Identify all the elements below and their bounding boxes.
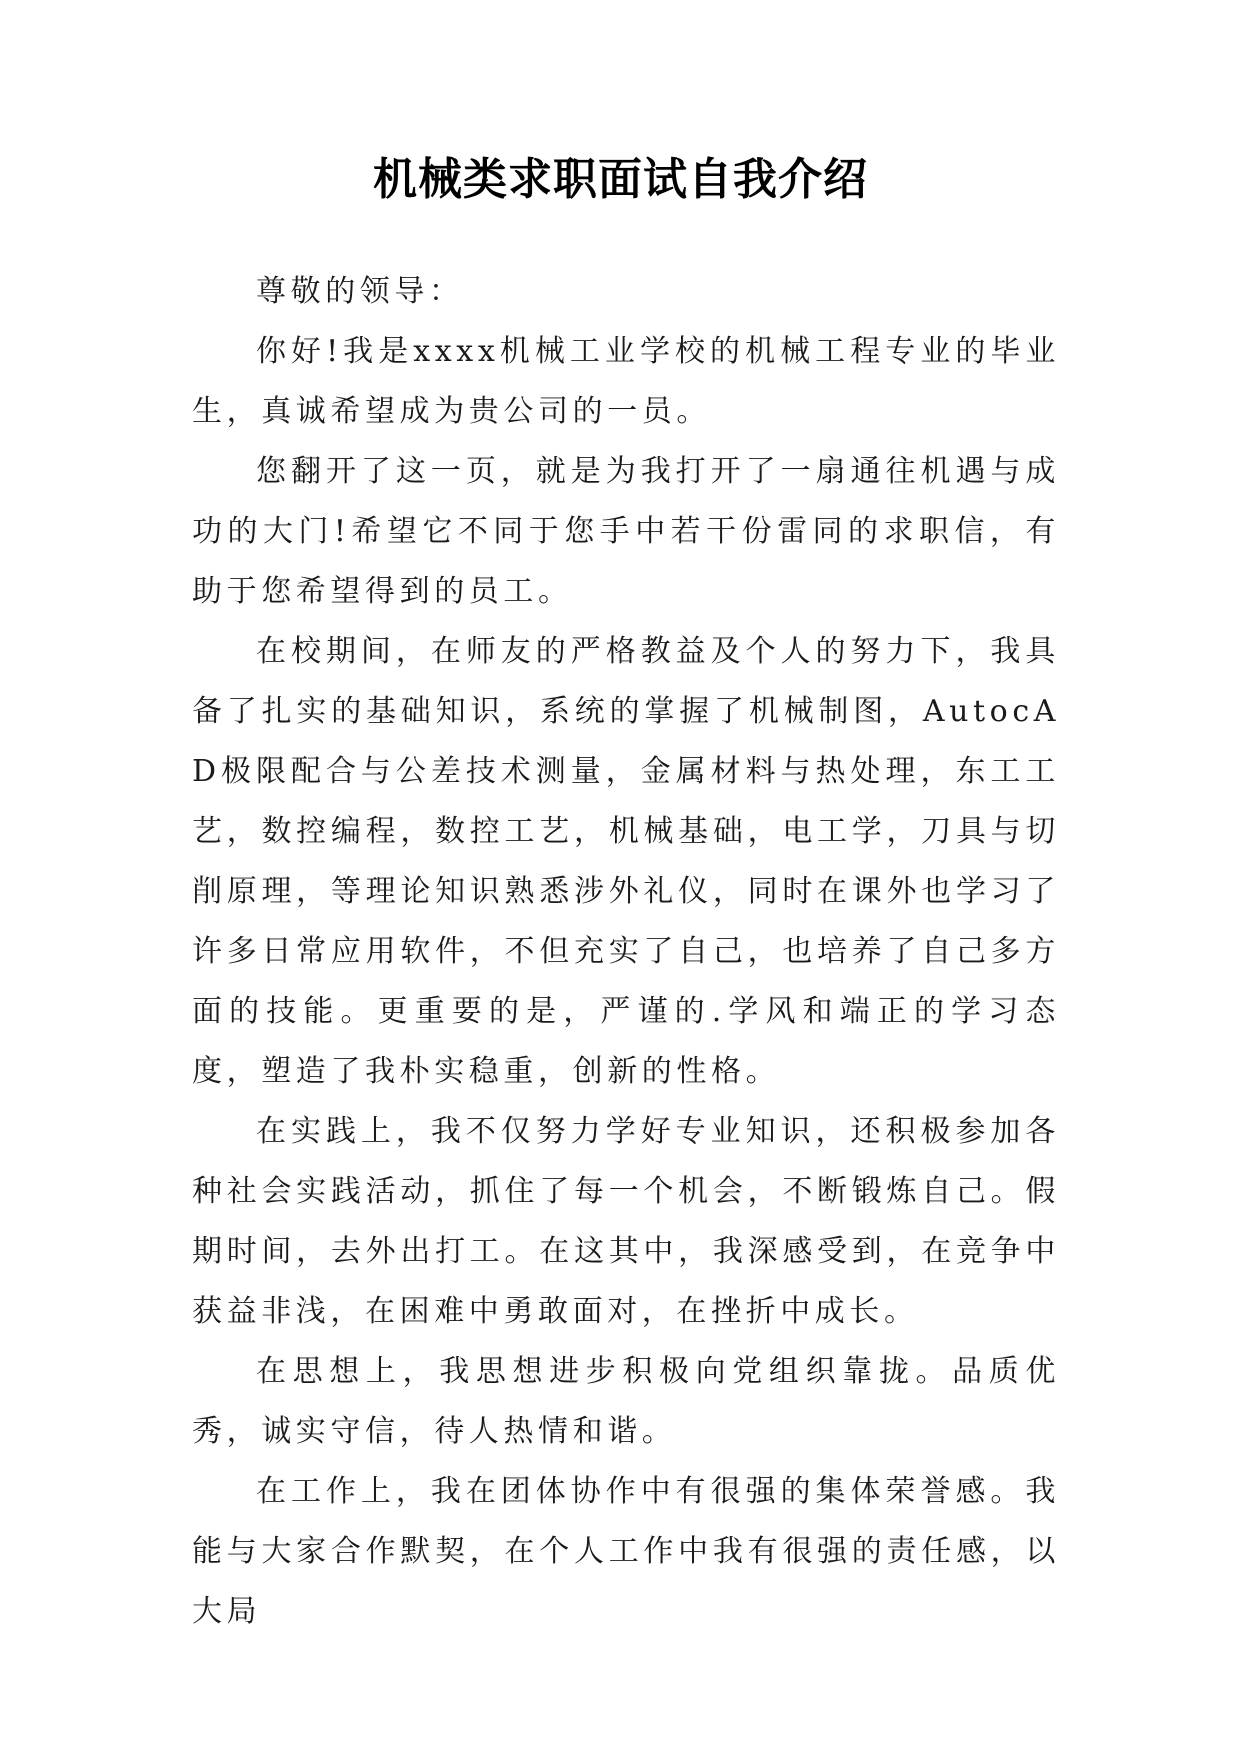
paragraph-greeting: 你好!我是xxxx机械工业学校的机械工程专业的毕业生，真诚希望成为贵公司的一员。 bbox=[192, 334, 1060, 429]
paragraph-work: 在工作上，我在团体协作中有很强的集体荣誉感。我能与大家合作默契，在个人工作中我有很强的责任感，以大局 bbox=[192, 1474, 1060, 1629]
paragraph-opening: 您翻开了这一页，就是为我打开了一扇通往机遇与成功的大门!希望它不同于您手中若干份雷同的求职信，有助于您希望得到的员工。 bbox=[192, 454, 1060, 609]
document-body bbox=[192, 262, 1060, 1642]
document-title: 机械类求职面试自我介绍 bbox=[373, 154, 868, 205]
salutation: 尊敬的领导： bbox=[256, 274, 464, 309]
paragraph-practice: 在实践上，我不仅努力学好专业知识，还积极参加各种社会实践活动，抓住了每一个机会，不断锻炼自己。假期时间，去外出打工。在这其中，我深感受到，在竞争中获益非浅，在困难中勇敢面对，在挫折中成长。 bbox=[192, 1114, 1060, 1329]
paragraph-thought: 在思想上，我思想进步积极向党组织靠拢。品质优秀，诚实守信，待人热情和谐。 bbox=[192, 1354, 1060, 1449]
paragraph-school: 在校期间，在师友的严格教益及个人的努力下，我具备了扎实的基础知识，系统的掌握了机械制图，AutocAD极限配合与公差技术测量，金属材料与热处理，东工工艺，数控编程，数控工艺，机械基础，电工学，刀具与切削原理，等理论知识熟悉涉外礼仪，同时在课外也学习了许多日常应用软件，不但充实了自己，也培养了自己多方面的技能。更重要的是，严谨的.学风和端正的学习态度，塑造了我朴实稳重，创新的性格。 bbox=[192, 634, 1060, 1089]
